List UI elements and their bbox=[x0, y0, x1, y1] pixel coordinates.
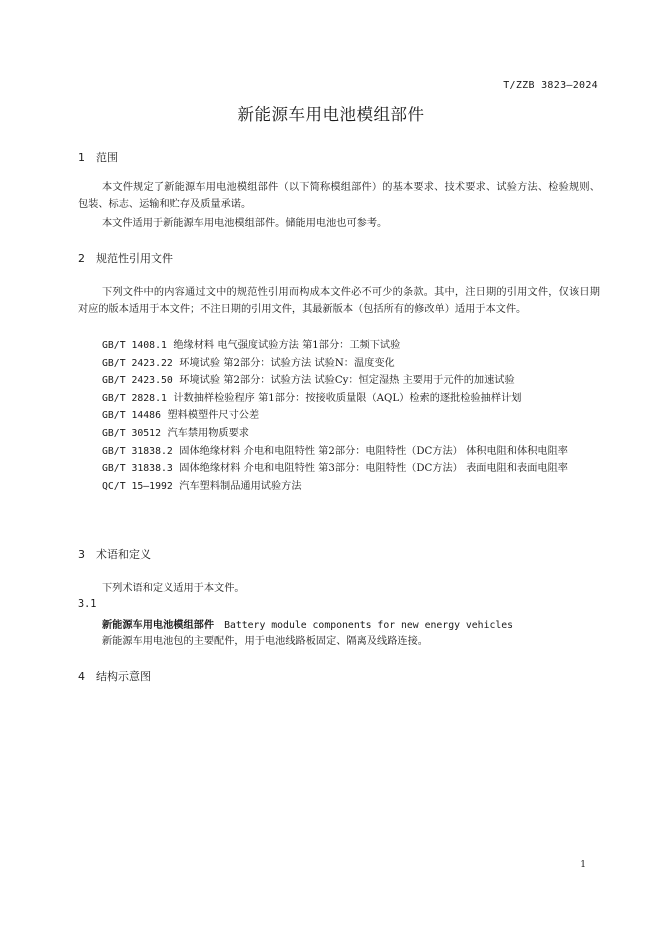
section-title: 范围 bbox=[96, 151, 118, 164]
reference-item bbox=[78, 390, 600, 408]
term-chinese: 新能源车用电池模组部件 bbox=[102, 620, 215, 631]
reference-item bbox=[78, 425, 600, 443]
reference-item bbox=[78, 372, 600, 390]
section-title: 术语和定义 bbox=[96, 548, 151, 561]
reference-title: 固体绝缘材料 介电和电阻特性 第2部分：电阻特性（DC方法） 体积电阻和体积电阻率 bbox=[179, 445, 568, 457]
section-3-heading bbox=[78, 546, 151, 562]
section-1-paragraph-2: 本文件适用于新能源车用电池模组部件。储能用电池也可参考。 bbox=[102, 218, 388, 229]
reference-title: 固体绝缘材料 介电和电阻特性 第3部分：电阻特性（DC方法） 表面电阻和表面电阻率 bbox=[179, 463, 568, 475]
section-1-paragraph-1: 本文件规定了新能源车用电池模组部件（以下简称模组部件）的基本要求、技术要求、试验方法、检验规则、包装、标志、运输和贮存及质量承诺。 bbox=[78, 182, 600, 210]
reference-item bbox=[78, 407, 600, 425]
document-title: 新能源车用电池模组部件 bbox=[237, 105, 425, 124]
reference-title: 绝缘材料 电气强度试验方法 第1部分：工频下试验 bbox=[173, 340, 401, 351]
reference-item bbox=[78, 443, 600, 461]
reference-title: 汽车塑料制品通用试验方法 bbox=[179, 480, 302, 492]
reference-title: 环境试验 第2部分：试验方法 试验N：温度变化 bbox=[179, 357, 395, 369]
reference-title: 汽车禁用物质要求 bbox=[167, 427, 249, 439]
reference-item bbox=[78, 355, 600, 373]
term-entry bbox=[102, 616, 513, 631]
reference-code: GB/T 1408.1 bbox=[102, 340, 167, 351]
reference-code: GB/T 2828.1 bbox=[102, 392, 167, 404]
reference-title: 计数抽样检验程序 第1部分：按接收质量限（AQL）检索的逐批检验抽样计划 bbox=[173, 392, 522, 404]
section-3-intro: 下列术语和定义适用于本文件。 bbox=[102, 583, 245, 594]
term-english: Battery module components for new energy vehicles bbox=[224, 620, 514, 631]
page-number: 1 bbox=[580, 860, 586, 870]
section-number: 1 bbox=[78, 151, 85, 164]
section-number: 4 bbox=[78, 670, 85, 683]
section-number: 3 bbox=[78, 548, 85, 561]
reference-item bbox=[78, 337, 600, 355]
section-2-heading bbox=[78, 250, 173, 266]
normative-reference-list bbox=[0, 337, 662, 495]
term-number: 3.1 bbox=[78, 599, 97, 610]
section-number: 2 bbox=[78, 252, 85, 265]
reference-code: GB/T 2423.22 bbox=[102, 357, 173, 369]
reference-code: GB/T 14486 bbox=[102, 410, 161, 422]
section-title: 结构示意图 bbox=[96, 670, 151, 683]
section-4-heading bbox=[78, 668, 151, 684]
reference-title: 环境试验 第2部分：试验方法 试验Cy：恒定湿热 主要用于元件的加速试验 bbox=[179, 375, 515, 387]
reference-item bbox=[78, 460, 600, 478]
standard-code: T/ZZB 3823—2024 bbox=[503, 80, 598, 91]
reference-code: QC/T 15—1992 bbox=[102, 480, 173, 492]
reference-code: GB/T 2423.50 bbox=[102, 375, 173, 387]
reference-title: 塑料模塑件尺寸公差 bbox=[167, 410, 260, 422]
section-title: 规范性引用文件 bbox=[96, 252, 173, 265]
reference-code: GB/T 31838.3 bbox=[102, 463, 173, 475]
reference-code: GB/T 31838.2 bbox=[102, 445, 173, 457]
term-definition: 新能源车用电池包的主要配件，用于电池线路板固定、隔离及线路连接。 bbox=[102, 636, 428, 647]
section-2-intro: 下列文件中的内容通过文中的规范性引用而构成本文件必不可少的条款。其中，注日期的引用文件，仅该日期对应的版本适用于本文件；不注日期的引用文件，其最新版本（包括所有的修改单）适用于本文件。 bbox=[78, 287, 600, 315]
reference-code: GB/T 30512 bbox=[102, 427, 161, 439]
reference-item bbox=[78, 478, 600, 496]
section-1-heading bbox=[78, 149, 118, 165]
